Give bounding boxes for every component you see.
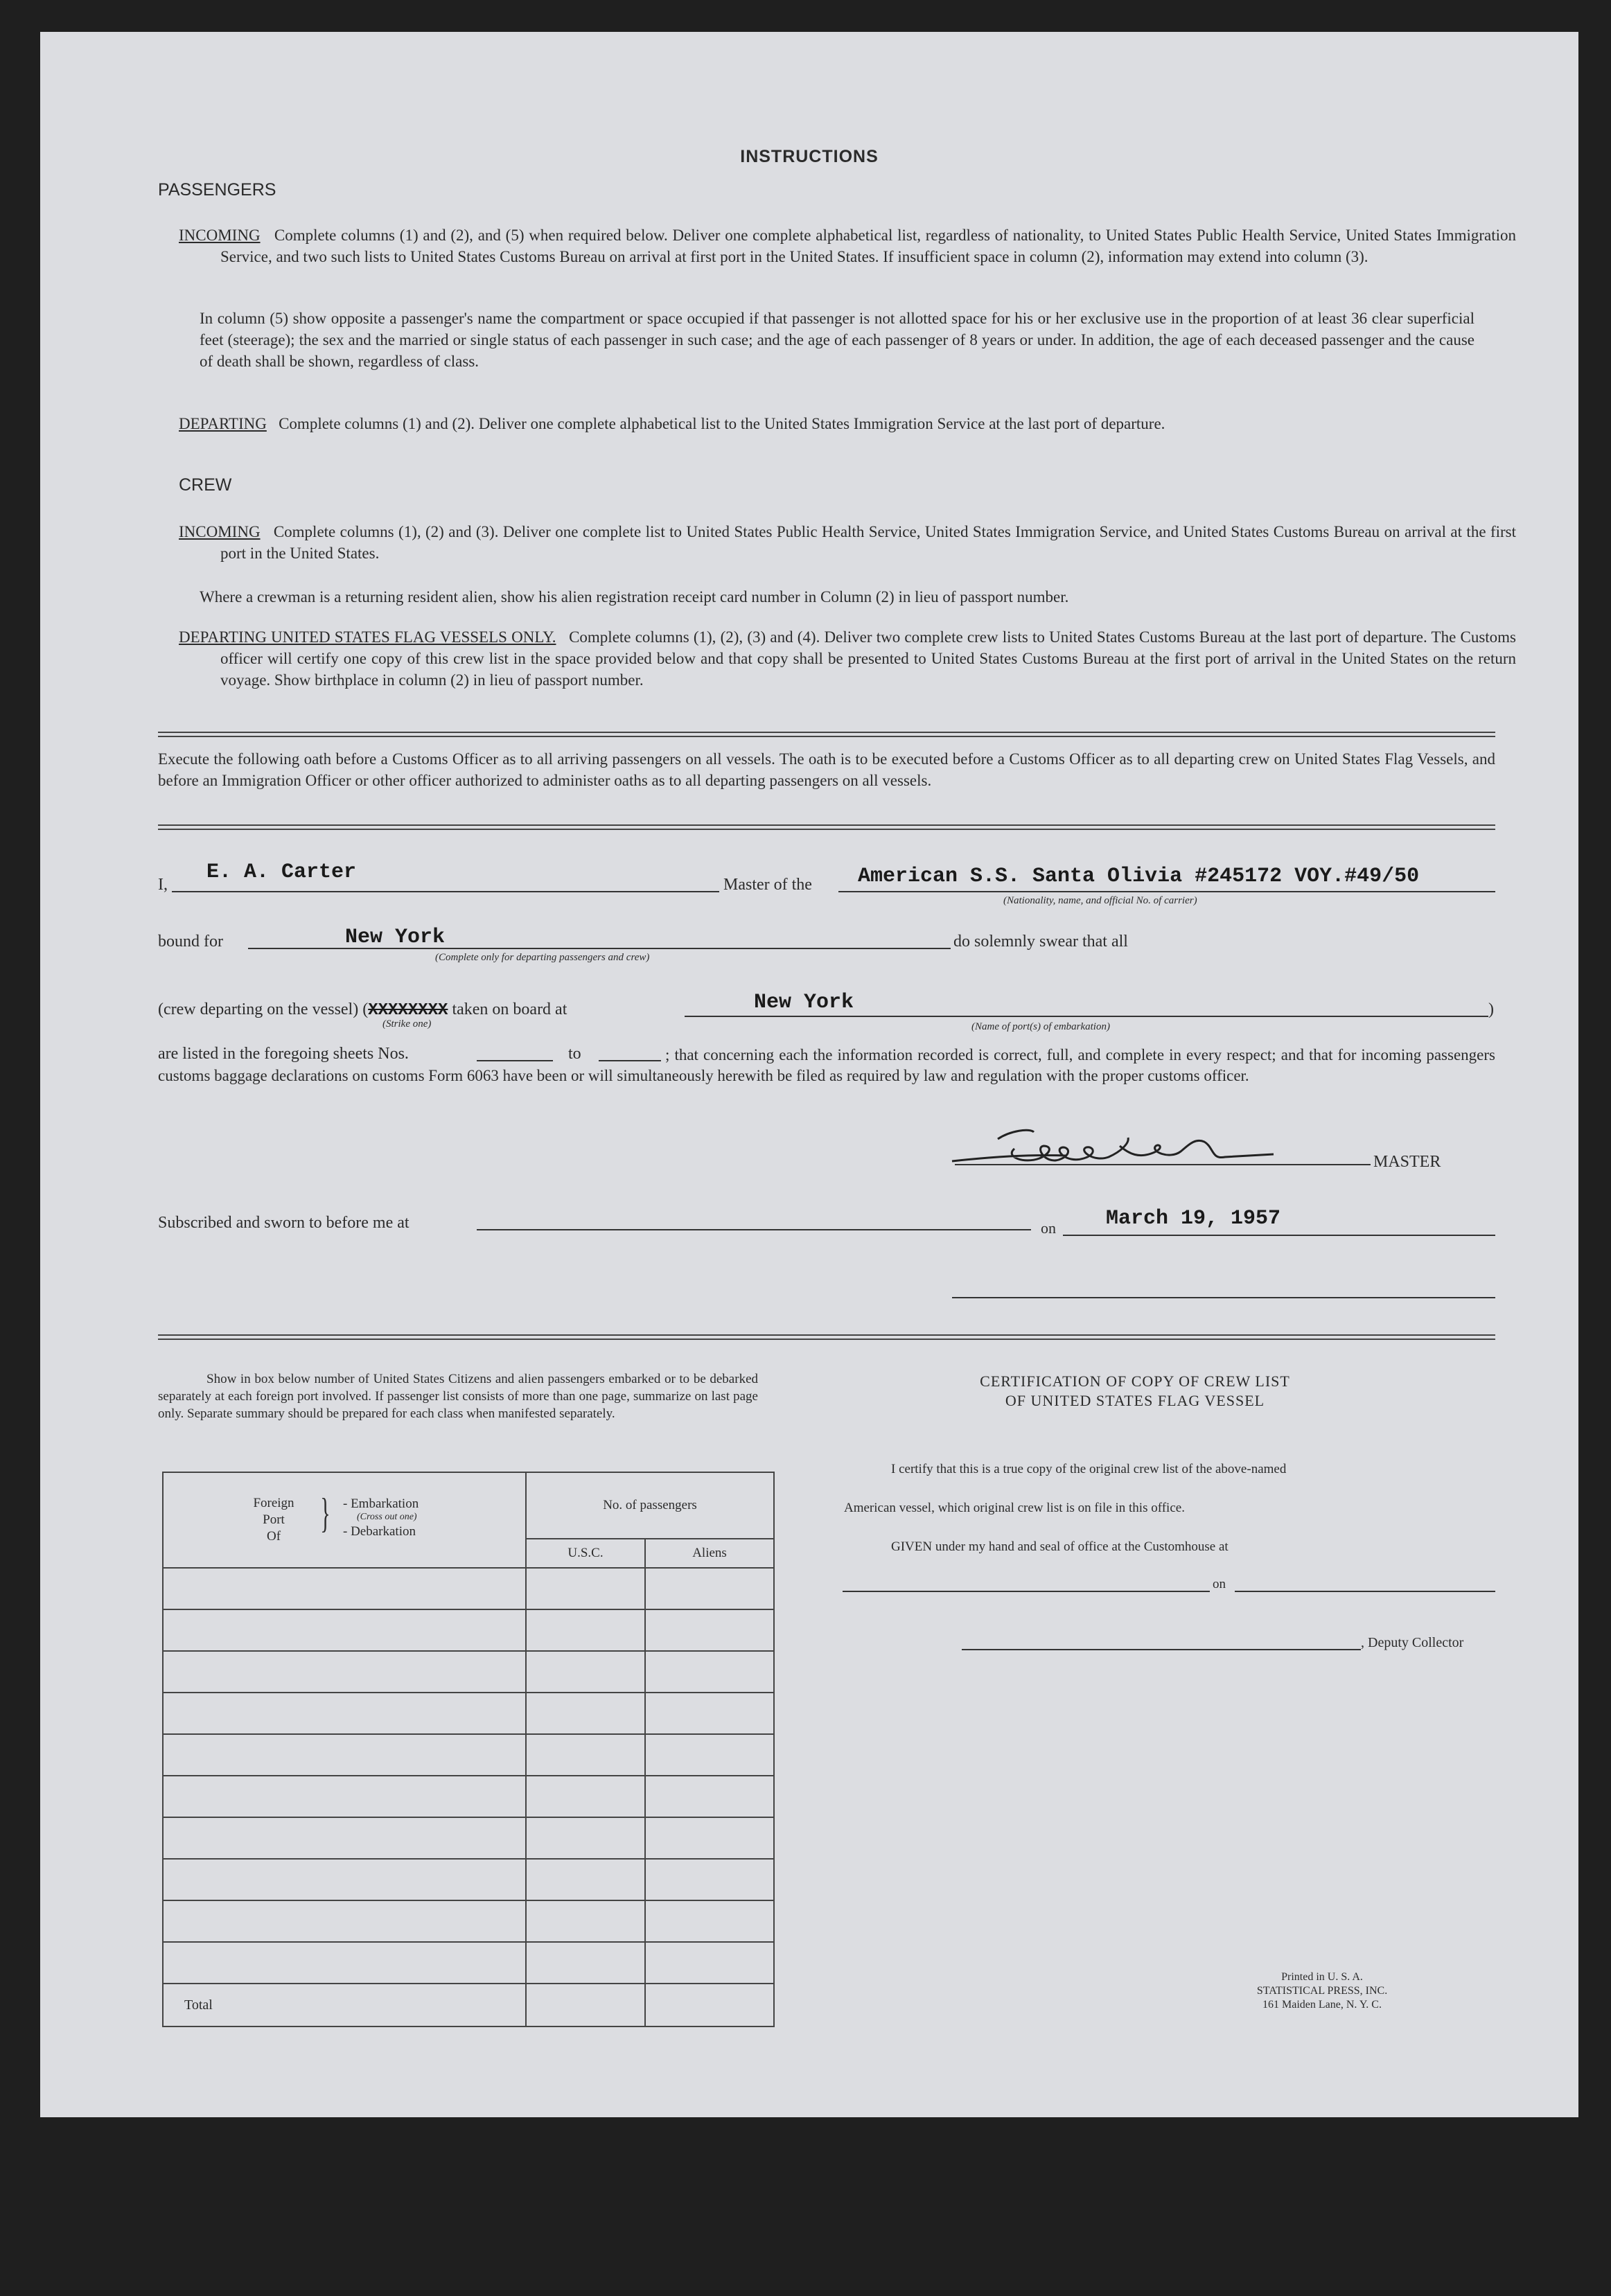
port-cell[interactable]	[163, 1817, 526, 1859]
aliens-cell[interactable]	[645, 1817, 774, 1859]
certification-title-line2: OF UNITED STATES FLAG VESSEL	[1005, 1392, 1265, 1409]
to-label: to	[568, 1045, 581, 1063]
instructions-heading: INSTRUCTIONS	[740, 147, 879, 166]
port-cell[interactable]	[163, 1942, 526, 1984]
aliens-cell[interactable]	[645, 1859, 774, 1900]
concerning-text: ; that concerning each the information recorded is correct, full, and complete in every respect; and that for incoming passengers customs baggage declarations on customs Form 6063 have been or will simultaneously herewith be filed as required by law and regulation with the proper customs officer.	[158, 1046, 1495, 1084]
date-value[interactable]: March 19, 1957	[1106, 1207, 1281, 1230]
passengers-title: PASSENGERS	[158, 180, 276, 200]
master-name-field-line	[172, 891, 719, 892]
customhouse-field-line	[843, 1591, 1210, 1592]
printer-imprint	[1218, 1970, 1426, 2012]
passengers-departing-paragraph	[179, 413, 1516, 434]
usc-cell[interactable]	[526, 1651, 645, 1693]
strike-caption: (Strike one)	[382, 1018, 432, 1030]
usc-cell[interactable]	[526, 1734, 645, 1776]
given-text: GIVEN under my hand and seal of office at the Customhouse at	[891, 1539, 1229, 1554]
divider	[158, 829, 1495, 830]
printer-line2: STATISTICAL PRESS, INC.	[1256, 1985, 1388, 1997]
usc-total-cell[interactable]	[526, 1984, 645, 2026]
document-sheet	[40, 32, 1578, 2117]
passenger-summary-table	[162, 1472, 775, 2027]
port-cell[interactable]	[163, 1693, 526, 1734]
passengers-departing-text: Complete columns (1) and (2). Deliver one complete alphabetical list to the United States Immigration Service at the last port of departure.	[279, 415, 1165, 432]
port-cell[interactable]	[163, 1734, 526, 1776]
port-label: Port	[263, 1512, 285, 1527]
printer-line1: Printed in U. S. A.	[1281, 1971, 1363, 1983]
printer-line3: 161 Maiden Lane, N. Y. C.	[1262, 1999, 1382, 2011]
aliens-header: Aliens	[645, 1539, 774, 1568]
port-cell[interactable]	[163, 1859, 526, 1900]
usc-cell[interactable]	[526, 1609, 645, 1651]
deputy-collector-label: , Deputy Collector	[1361, 1635, 1464, 1650]
crew-incoming-label: INCOMING	[179, 523, 261, 540]
foreign-label: Foreign	[253, 1496, 294, 1510]
usc-cell[interactable]	[526, 1776, 645, 1817]
port-cell[interactable]	[163, 1568, 526, 1609]
aliens-cell[interactable]	[645, 1651, 774, 1693]
listed-text: are listed in the foregoing sheets Nos.	[158, 1045, 409, 1063]
aliens-cell[interactable]	[645, 1776, 774, 1817]
passengers-departing-label: DEPARTING	[179, 415, 267, 432]
certification-vessel-text: American vessel, which original crew list is on file in this office.	[844, 1501, 1185, 1515]
officer-signature-line	[952, 1297, 1495, 1298]
aliens-cell[interactable]	[645, 1568, 774, 1609]
crew-incoming-text: Complete columns (1), (2) and (3). Deliver one complete list to United States Public Health Service, United States Immigration Service, and United States Customs Bureau on arrival at the first port in the United States.	[220, 523, 1516, 562]
embark-port-value[interactable]: New York	[754, 991, 854, 1014]
of-label: Of	[266, 1529, 281, 1544]
swear-text: do solemnly swear that all	[953, 933, 1128, 951]
aliens-total-cell[interactable]	[645, 1984, 774, 2026]
bound-for-caption: (Complete only for departing passengers and crew)	[435, 952, 650, 963]
port-header-cell	[163, 1472, 526, 1568]
crew-title: CREW	[179, 475, 232, 495]
struck-out-text: XXXXXXXX	[368, 1001, 448, 1020]
port-cell[interactable]	[163, 1651, 526, 1693]
crew-departing-label: DEPARTING UNITED STATES FLAG VESSELS ONLY.	[179, 628, 556, 646]
crew-departing-paragraph	[179, 626, 1516, 691]
certification-on-label: on	[1213, 1577, 1226, 1591]
deputy-collector-signature-line	[962, 1649, 1361, 1650]
date-field-line	[1063, 1235, 1495, 1236]
aliens-cell[interactable]	[645, 1609, 774, 1651]
embark-port-field-line	[685, 1016, 1488, 1017]
embark-caption: (Name of port(s) of embarkation)	[971, 1021, 1110, 1032]
crew-departing-text: (crew departing on the vessel) (	[158, 1000, 369, 1018]
passengers-incoming-label: INCOMING	[179, 227, 261, 244]
certification-date-field-line	[1235, 1591, 1495, 1592]
aliens-cell[interactable]	[645, 1900, 774, 1942]
usc-cell[interactable]	[526, 1693, 645, 1734]
crew-incoming-paragraph	[179, 521, 1516, 564]
close-paren: )	[1488, 1000, 1494, 1018]
bound-for-label: bound for	[158, 933, 223, 951]
divider	[158, 1339, 1495, 1340]
port-cell[interactable]	[163, 1900, 526, 1942]
crew-departing-text: Complete columns (1), (2), (3) and (4). Deliver two complete crew lists to United States Customs Bureau at the last port of departure. The Customs officer will certify one copy of this crew list in the space provided below and that copy shall be presented to United States Customs Bureau at the first port of arrival in the United States on the return voyage. Show birthplace in column (2) in lieu of passport number.	[220, 628, 1517, 689]
divider	[158, 736, 1495, 737]
usc-cell[interactable]	[526, 1817, 645, 1859]
master-label: MASTER	[1373, 1153, 1441, 1171]
aliens-cell[interactable]	[645, 1693, 774, 1734]
embarkation-label: - Embarkation	[343, 1496, 419, 1511]
aliens-cell[interactable]	[645, 1734, 774, 1776]
debarkation-label: - Debarkation	[343, 1524, 416, 1539]
certification-title-line1: CERTIFICATION OF COPY OF CREW LIST	[980, 1372, 1290, 1390]
total-label: Total	[163, 1984, 526, 2026]
usc-cell[interactable]	[526, 1900, 645, 1942]
on-label: on	[1041, 1219, 1056, 1237]
passengers-column5-paragraph: In column (5) show opposite a passenger's name the compartment or space occupied if that passenger is not allotted space for his or her exclusive use in the proportion of at least 36 clear superficial feet (steerage); the sex and the married or single status of each passenger in such case; and the age of each passenger of 8 years or under. In addition, the age of each deceased passenger and the cause of death shall be shown, regardless of class.	[200, 310, 1474, 370]
brace-icon: }	[320, 1490, 331, 1536]
summary-instructions: Show in box below number of United States Citizens and alien passengers embarked or to be debarked separately at each foreign port involved. If passenger list consists of more than one page, summarize on last page only. Separate summary should be prepared for each class when manifested separately.	[158, 1372, 758, 1421]
passengers-incoming-text: Complete columns (1) and (2), and (5) when required below. Deliver one complete alphabetical list, regardless of nationality, to United States Public Health Service, United States Immigration Service, and two such lists to United States Customs Bureau on arrival at first port in the United States. If insufficient space in column (2), information may extend into column (3).	[220, 227, 1517, 265]
vessel-value[interactable]: American S.S. Santa Olivia #245172 VOY.#49/50	[858, 865, 1420, 888]
subscribed-label: Subscribed and sworn to before me at	[158, 1214, 410, 1232]
certify-text: I certify that this is a true copy of the original crew list of the above-named	[891, 1462, 1287, 1476]
no-of-passengers-header: No. of passengers	[526, 1472, 774, 1539]
usc-cell[interactable]	[526, 1942, 645, 1984]
signature-line	[955, 1164, 1371, 1165]
divider	[158, 1334, 1495, 1336]
subscribed-place-field-line	[477, 1229, 1031, 1230]
vessel-caption: (Nationality, name, and official No. of carrier)	[1003, 895, 1197, 906]
crew-alien-paragraph: Where a crewman is a returning resident alien, show his alien registration receipt card number in Column (2) in lieu of passport number.	[200, 588, 1069, 606]
usc-cell[interactable]	[526, 1859, 645, 1900]
certification-title	[872, 1372, 1398, 1411]
oath-i-label: I,	[158, 876, 168, 894]
aliens-cell[interactable]	[645, 1942, 774, 1984]
oath-instructions: Execute the following oath before a Customs Officer as to all arriving passengers on all vessels. The oath is to be executed before a Customs Officer as to all departing crew on United States Flag Vessels, and before an Immigration Officer or other officer authorized to administer oaths as to all departing passengers on all vessels.	[158, 750, 1495, 789]
master-name-value[interactable]: E. A. Carter	[206, 860, 357, 884]
master-signature	[948, 1118, 1287, 1174]
crew-departing-line	[158, 1000, 567, 1020]
passengers-incoming-paragraph	[179, 224, 1516, 267]
cross-out-label: (Cross out one)	[357, 1512, 417, 1522]
divider	[158, 732, 1495, 733]
bound-for-value[interactable]: New York	[345, 926, 446, 949]
master-of-label: Master of the	[723, 876, 812, 894]
taken-on-board-text: taken on board at	[452, 1000, 567, 1018]
vessel-field-line	[838, 891, 1495, 892]
divider	[158, 824, 1495, 826]
port-cell[interactable]	[163, 1609, 526, 1651]
usc-cell[interactable]	[526, 1568, 645, 1609]
port-cell[interactable]	[163, 1776, 526, 1817]
usc-header: U.S.C.	[526, 1539, 645, 1568]
